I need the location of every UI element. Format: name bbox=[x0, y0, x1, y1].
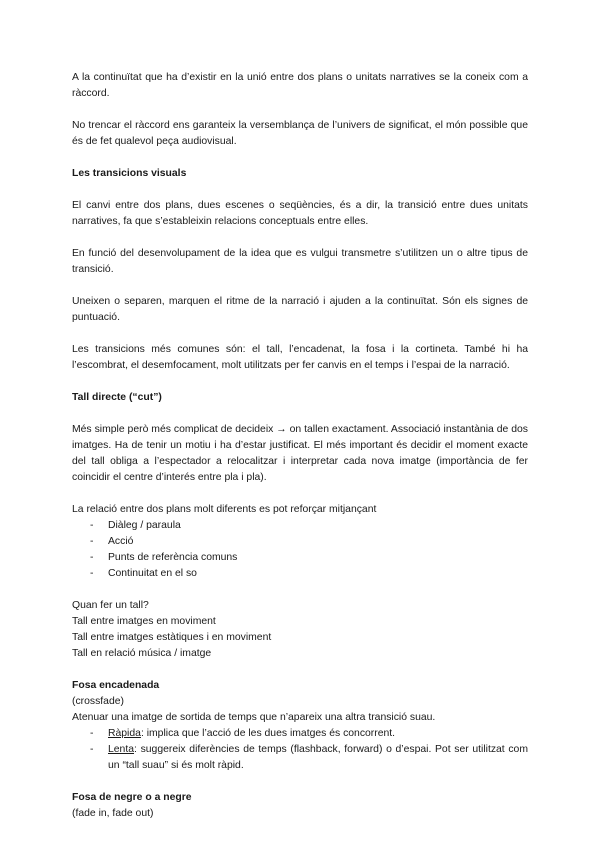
fade-black-subtitle: (fade in, fade out) bbox=[72, 808, 154, 819]
crossfade-subtitle: (crossfade) bbox=[72, 696, 124, 707]
list-item: - Lenta: suggereix diferències de temps (flashback, forward) o d’espai. Pot ser utilitzat com un “tall suau” si és molt ràpid. bbox=[90, 744, 528, 771]
dash-bullet: - bbox=[90, 568, 94, 579]
heading-direct-cut: Tall directe (“cut”) bbox=[72, 392, 162, 403]
dash-bullet: - bbox=[90, 536, 94, 547]
dash-bullet: - bbox=[90, 744, 94, 755]
paragraph-transition-function: En funció del desenvolupament de la idea que es vulgui transmetre s’utilitzen un o altre tipus de transició. bbox=[72, 248, 528, 275]
dash-bullet: - bbox=[90, 520, 94, 531]
heading-crossfade: Fosa encadenada bbox=[72, 680, 160, 691]
paragraph-cut-description: Més simple però més complicat de decideix → on tallen exactament. Associació instantània de dos imatges. Ha de tenir un motiu i ha d’estar justificat. El més important és decidir el moment exacte del tall obliga a l’espectador a relocalitzar i interpretar cada nova imatge (importància de fer coincidir el centre d’interés entre pla i pla). bbox=[72, 424, 528, 483]
question-line: Tall entre imatges estàtiques i en moviment bbox=[72, 632, 272, 643]
heading-fade-black: Fosa de negre o a negre bbox=[72, 792, 192, 803]
list-item: - Diàleg / paraula bbox=[72, 518, 528, 534]
crossfade-list bbox=[72, 726, 528, 774]
paragraph-transition-rhythm: Uneixen o separen, marquen el ritme de la narració i ajuden a la continuïtat. Són els signes de puntuació. bbox=[72, 296, 528, 323]
paragraph-crossfade-description: Atenuar una imatge de sortida de temps que n’apareix una altra transició suau. bbox=[72, 712, 436, 723]
dash-bullet: - bbox=[90, 552, 94, 563]
document-page bbox=[72, 70, 528, 822]
paragraph-transition-change: El canvi entre dos plans, dues escenes o seqüències, és a dir, la transició entre dues unitats narratives, fa que s’estableixin relacions conceptuals entre elles. bbox=[72, 200, 528, 227]
list-item: - Ràpida: implica que l’acció de les dues imatges és concorrent. bbox=[72, 726, 528, 742]
cut-questions bbox=[72, 598, 528, 662]
paragraph-relation-plans: La relació entre dos plans molt diferents es pot reforçar mitjançant bbox=[72, 504, 377, 515]
question-line: Tall entre imatges en moviment bbox=[72, 616, 216, 627]
dash-bullet: - bbox=[90, 728, 94, 739]
question-line: Quan fer un tall? bbox=[72, 600, 149, 611]
list-item: - Acció bbox=[72, 534, 528, 550]
paragraph-raccord-definition: A la continuïtat que ha d’existir en la unió entre dos plans o unitats narratives se la coneix com a ràccord. bbox=[72, 72, 528, 99]
list-item: - Punts de referència comuns bbox=[72, 550, 528, 566]
heading-visual-transitions: Les transicions visuals bbox=[72, 168, 187, 179]
question-line: Tall en relació música / imatge bbox=[72, 648, 212, 659]
list-item: - Continuitat en el so bbox=[72, 566, 528, 582]
paragraph-raccord-importance: No trencar el ràccord ens garanteix la versemblança de l’univers de significat, el món possible que és de fet qualevol peça audiovisual. bbox=[72, 120, 528, 147]
paragraph-common-transitions: Les transicions més comunes són: el tall, l’encadenat, la fosa i la cortineta. També hi ha l’escombrat, el desemfocament, molt utilitzats per fer canvis en el temps i l’espai de la narració. bbox=[72, 344, 528, 371]
reinforcement-list bbox=[72, 518, 528, 582]
